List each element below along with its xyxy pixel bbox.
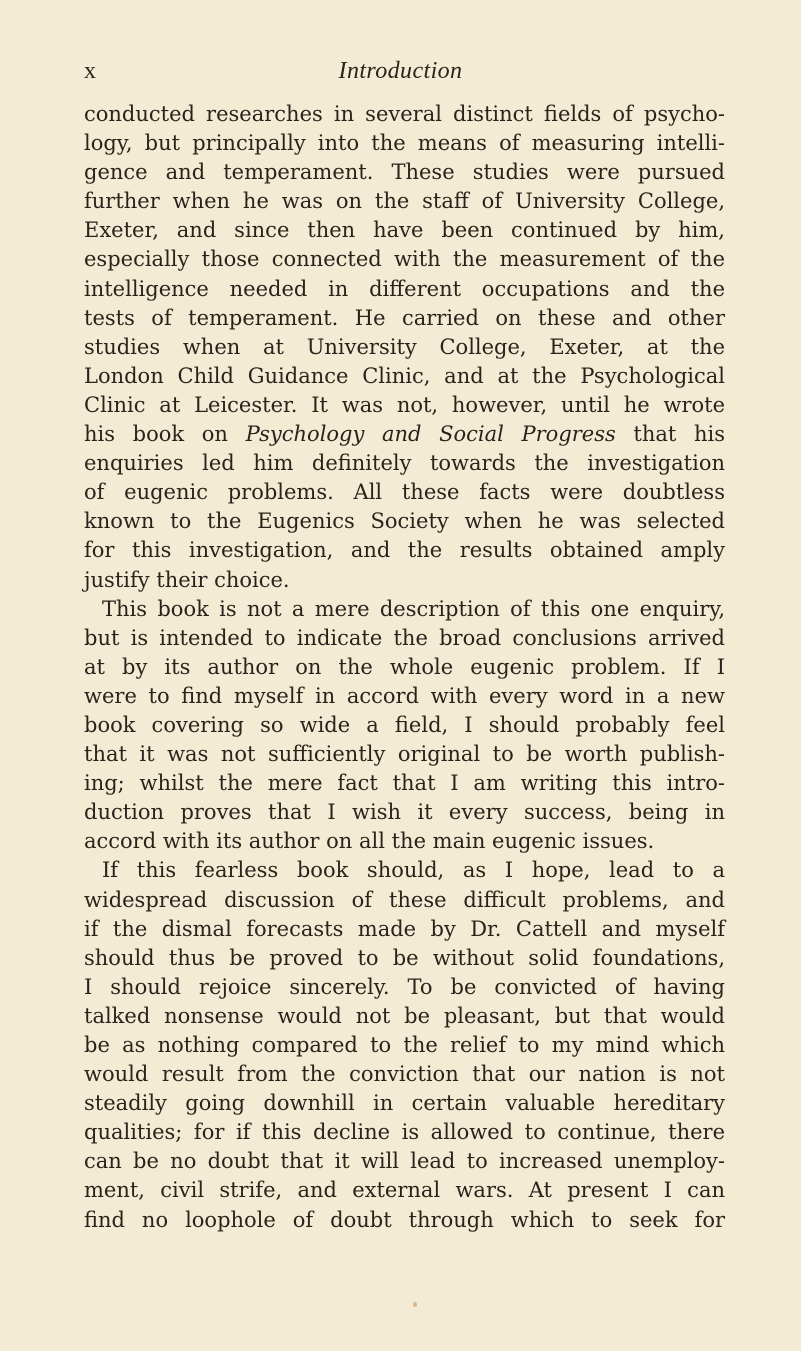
text-segment: ment, civil strife, and external wars. At present I can <box>84 1178 725 1203</box>
text-line <box>84 973 725 1002</box>
text-segment: widespread discussion of these difficult problems, and <box>84 887 725 912</box>
text-line <box>84 653 725 682</box>
text-line <box>84 536 725 565</box>
text-line <box>84 595 725 624</box>
page-number: x <box>84 58 96 84</box>
text-segment: especially those connected with the measurement of the <box>84 247 725 272</box>
text-segment: should thus be proved to be without solid foundations, <box>84 945 725 970</box>
text-segment: gence and temperament. These studies were pursued <box>84 160 725 185</box>
text-segment: intelligence needed in different occupations and the <box>84 276 725 301</box>
text-line <box>84 856 725 885</box>
text-line <box>84 478 725 507</box>
text-line <box>84 216 725 245</box>
text-line <box>84 886 725 915</box>
text-segment: accord with its author on all the main eugenic issues. <box>84 829 655 854</box>
text-line <box>84 740 725 769</box>
body-text <box>84 100 725 1235</box>
text-segment: enquiries led him definitely towards the investigation <box>84 451 725 476</box>
text-line <box>84 420 725 449</box>
text-segment: London Child Guidance Clinic, and at the Psychological <box>84 363 725 388</box>
text-line <box>84 1002 725 1031</box>
text-segment: Clinic at Leicester. It was not, however, until he wrote <box>84 392 725 417</box>
text-line <box>84 304 725 333</box>
text-line <box>84 391 725 420</box>
text-segment: talked nonsense would not be pleasant, but that would <box>84 1003 725 1028</box>
text-segment: find no loophole of doubt through which to seek for <box>84 1207 725 1232</box>
text-line <box>84 624 725 653</box>
text-line <box>84 944 725 973</box>
text-segment: for this investigation, and the results obtained amply <box>84 538 725 563</box>
text-segment: can be no doubt that it will lead to increased unemploy- <box>84 1149 725 1174</box>
text-segment: duction proves that I wish it every success, being in <box>84 800 725 825</box>
text-line <box>84 915 725 944</box>
running-head: Introduction <box>338 58 463 84</box>
text-segment: but is intended to indicate the broad conclusions arrived <box>84 625 725 650</box>
text-line <box>84 333 725 362</box>
text-segment: If this fearless book should, as I hope, lead to a <box>102 858 725 883</box>
text-segment: tests of temperament. He carried on these and other <box>84 305 725 330</box>
text-segment: qualities; for if this decline is allowed to continue, there <box>84 1120 725 1145</box>
text-segment: studies when at University College, Exeter, at the <box>84 334 725 359</box>
text-segment: be as nothing compared to the relief to my mind which <box>84 1033 725 1057</box>
text-segment: book covering so wide a field, I should probably feel <box>84 712 725 737</box>
text-segment: that his <box>615 422 725 447</box>
text-segment: conducted researches in several distinct fields of psycho- <box>84 102 725 126</box>
text-segment: further when he was on the staff of University College, <box>84 189 725 214</box>
text-line <box>84 507 725 536</box>
text-line <box>84 1089 725 1118</box>
text-segment: were to find myself in accord with every word in a new <box>84 683 725 708</box>
text-segment: Exeter, and since then have been continued by him, <box>84 218 725 243</box>
text-line <box>84 449 725 478</box>
text-line <box>84 158 725 187</box>
text-segment: at by its author on the whole eugenic problem. If I <box>84 654 725 679</box>
text-line <box>84 187 725 216</box>
text-line <box>84 711 725 740</box>
text-line <box>84 682 725 711</box>
text-segment: ing; whilst the mere fact that I am writing this intro- <box>84 771 725 796</box>
text-line <box>84 100 725 129</box>
text-segment: known to the Eugenics Society when he was selected <box>84 509 725 534</box>
text-line <box>84 1118 725 1147</box>
text-segment: his book on <box>84 422 246 447</box>
text-line <box>84 275 725 304</box>
text-segment: if the dismal forecasts made by Dr. Cattell and myself <box>84 916 725 941</box>
text-segment: of eugenic problems. All these facts were doubtless <box>84 480 725 505</box>
book-title: Psychology and Social Progress <box>245 422 616 447</box>
text-segment: This book is not a mere description of this one enquiry, <box>102 596 725 621</box>
text-line <box>84 769 725 798</box>
text-segment: steadily going downhill in certain valuable hereditary <box>84 1091 725 1116</box>
text-line <box>84 1031 725 1060</box>
text-segment: would result from the conviction that our nation is not <box>84 1062 725 1087</box>
text-line <box>84 566 725 595</box>
text-segment: justify their choice. <box>84 567 290 592</box>
text-line <box>84 1206 725 1235</box>
text-line <box>84 245 725 274</box>
text-line <box>84 362 725 391</box>
text-line <box>84 129 725 158</box>
text-line <box>84 827 725 856</box>
text-segment: I should rejoice sincerely. To be convicted of having <box>84 974 725 999</box>
page-header <box>84 58 717 92</box>
text-line <box>84 1060 725 1089</box>
text-segment: logy, but principally into the means of measuring intelli- <box>84 131 725 156</box>
text-line <box>84 798 725 827</box>
text-line <box>84 1176 725 1205</box>
text-line <box>84 1147 725 1176</box>
paper-spot <box>413 1302 417 1307</box>
text-segment: that it was not sufficiently original to be worth publish- <box>84 742 725 767</box>
